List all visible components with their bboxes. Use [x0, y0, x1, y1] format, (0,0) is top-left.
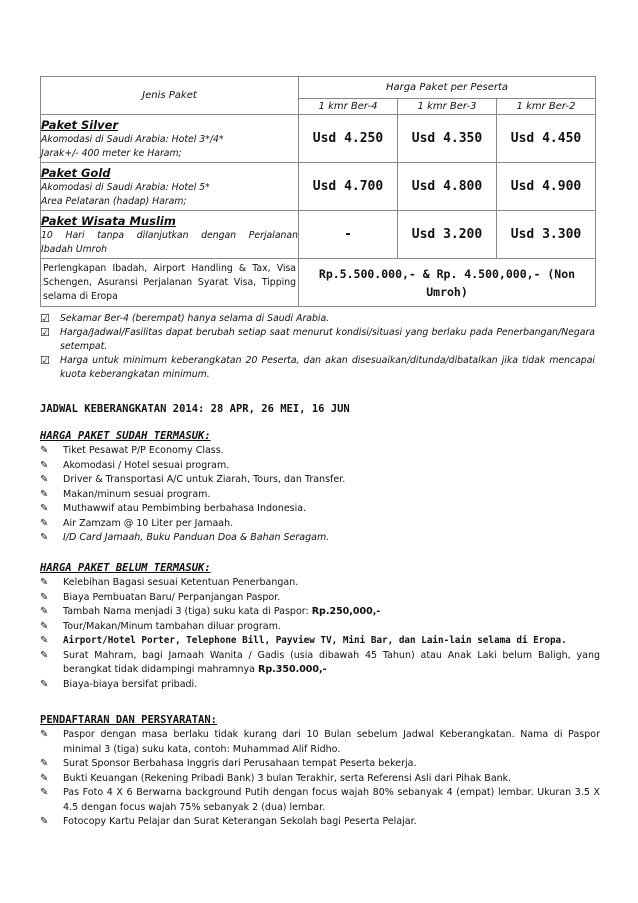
price-cell: Usd 4.900	[497, 163, 596, 211]
notes-list	[40, 312, 595, 382]
item-text: Kelebihan Bagasi sesuai Ketentuan Penerbangan.	[63, 577, 299, 588]
mahram-price: Rp.350.000,-	[258, 664, 327, 675]
package-desc-line: Jarak+/- 400 meter ke Haram;	[41, 147, 182, 159]
price-table	[40, 76, 596, 307]
item-text: Muthawwif atau Pembimbing berbahasa Indonesia.	[63, 503, 307, 514]
item-text: Airport/Hotel Porter, Telephone Bill, Payview TV, Mini Bar, dan Lain-lain selama di Eropa.	[63, 635, 567, 646]
item-text: Biaya-biaya bersifat pribadi.	[63, 678, 198, 690]
included-section	[40, 428, 600, 546]
arrow-icon: ✎	[40, 532, 49, 543]
arrow-icon: ✎	[40, 729, 49, 740]
excluded-title: HARGA PAKET BELUM TERMASUK:	[40, 562, 211, 574]
header-room-triple: 1 kmr Ber-3	[398, 99, 497, 115]
price-cell: -	[299, 211, 398, 259]
arrow-icon: ✎	[40, 816, 49, 827]
arrow-icon: ✎	[40, 445, 49, 456]
header-room-double: 1 kmr Ber-2	[497, 99, 596, 115]
list-item	[40, 634, 600, 649]
list-item	[40, 678, 600, 693]
package-cell	[41, 115, 299, 163]
price-cell: Usd 4.700	[299, 163, 398, 211]
list-item	[40, 502, 600, 517]
list-item	[40, 488, 600, 503]
registration-section	[40, 712, 600, 830]
list-item	[40, 649, 600, 678]
package-row-wisata-muslim	[41, 211, 596, 259]
arrow-icon: ✎	[40, 591, 49, 603]
arrow-icon: ✎	[40, 488, 49, 500]
package-desc-line: Akomodasi di Saudi Arabia: Hotel 3*/4*	[41, 133, 224, 145]
list-item	[40, 772, 600, 787]
note-text: Sekamar Ber-4 (berempat) hanya selama di Saudi Arabia.	[60, 313, 330, 324]
arrow-icon: ✎	[40, 758, 49, 769]
package-desc-line: Akomodasi di Saudi Arabia: Hotel 5*	[41, 181, 210, 193]
item-text: Air Zamzam @ 10 Liter per Jamaah.	[63, 517, 234, 529]
item-text	[63, 649, 600, 678]
package-desc-line: Area Pelataran (hadap) Haram;	[41, 195, 187, 207]
item-text: Tour/Makan/Minum tambahan diluar program.	[63, 620, 281, 632]
equipment-row	[41, 259, 596, 307]
package-row-gold	[41, 163, 596, 211]
item-text: Makan/minum sesuai program.	[63, 488, 211, 500]
arrow-icon: ✎	[40, 606, 49, 617]
item-text: Akomodasi / Hotel sesuai program.	[63, 459, 230, 471]
item-text-main: Tambah Nama menjadi 3 (tiga) suku kata di Paspor:	[63, 606, 309, 617]
list-item	[40, 757, 600, 772]
arrow-icon: ✎	[40, 772, 49, 784]
included-title: HARGA PAKET SUDAH TERMASUK:	[40, 430, 211, 442]
name-addition-price: Rp.250,000,-	[311, 606, 381, 617]
checkbox-icon: ☑	[40, 354, 50, 367]
checkbox-icon: ☑	[40, 326, 50, 339]
price-cell: Usd 3.300	[497, 211, 596, 259]
item-text-main: Surat Mahram, bagi Jamaah Wanita / Gadis (usia dibawah 45 Tahun) atau Anak Laki belum Baligh, yang berangkat tidak didampingi mahramnya	[63, 649, 600, 675]
item-text: Bukti Keuangan (Rekening Pribadi Bank) 3 bulan Terakhir, serta Referensi Asli dari Pihak Bank.	[63, 772, 512, 784]
arrow-icon: ✎	[40, 577, 49, 588]
header-package-type: Jenis Paket	[41, 77, 299, 115]
package-name: Paket Silver	[41, 117, 119, 132]
package-desc-line: Ibadah Umroh	[41, 243, 108, 255]
list-item	[40, 459, 600, 474]
item-text: Tiket Pesawat P/P Economy Class.	[63, 445, 224, 456]
list-item	[40, 517, 600, 532]
arrow-icon: ✎	[40, 678, 49, 690]
arrow-icon: ✎	[40, 620, 49, 632]
equipment-text: Perlengkapan Ibadah, Airport Handling & Tax, Visa Schengen, Asuransi Perjalanan Syarat Visa, Tipping selama di Eropa	[41, 259, 299, 307]
list-item	[40, 728, 600, 757]
package-cell	[41, 211, 299, 259]
package-row-silver	[41, 115, 596, 163]
list-item	[40, 591, 600, 606]
arrow-icon: ✎	[40, 635, 49, 646]
package-desc-line: 10 Hari tanpa dilanjutkan dengan Perjalanan	[41, 229, 298, 241]
registration-title: PENDAFTARAN DAN PERSYARATAN:	[40, 714, 218, 726]
note-item	[40, 326, 595, 354]
price-cell: Usd 3.200	[398, 211, 497, 259]
list-item	[40, 576, 600, 591]
price-cell: Usd 4.250	[299, 115, 398, 163]
note-item	[40, 312, 595, 326]
price-cell: Usd 4.350	[398, 115, 497, 163]
item-text: I/D Card Jamaah, Buku Panduan Doa & Bahan Seragam.	[63, 532, 330, 543]
price-cell: Usd 4.450	[497, 115, 596, 163]
note-text: Harga/Jadwal/Fasilitas dapat berubah setiap saat menurut kondisi/situasi yang berlaku pada Penerbangan/Negara setempat.	[60, 327, 595, 352]
list-item	[40, 444, 600, 459]
item-text: Surat Sponsor Berbahasa Inggris dari Perusahaan tempat Peserta bekerja.	[63, 758, 417, 769]
excluded-section	[40, 560, 600, 692]
package-name: Paket Wisata Muslim	[41, 213, 176, 228]
package-cell	[41, 163, 299, 211]
list-item	[40, 473, 600, 488]
item-text: Pas Foto 4 X 6 Berwarna background Putih dengan focus wajah 80% sebanyak 4 (empat) lembar. Ukuran 3.5 X 4.5 dengan focus wajah 75% sebanyak 2 (dua) lembar.	[63, 787, 600, 813]
item-text: Fotocopy Kartu Pelajar dan Surat Keterangan Sekolah bagi Peserta Pelajar.	[63, 816, 417, 827]
arrow-icon: ✎	[40, 474, 49, 485]
note-text: Harga untuk minimum keberangkatan 20 Peserta, dan akan disesuaikan/ditunda/dibatalkan jika tidak mencapai kuota keberangkatan minimum.	[60, 355, 595, 380]
list-item	[40, 531, 600, 546]
list-item	[40, 620, 600, 635]
note-item	[40, 354, 595, 382]
list-item	[40, 815, 600, 830]
header-room-quad: 1 kmr Ber-4	[299, 99, 398, 115]
item-text: Paspor dengan masa berlaku tidak kurang dari 10 Bulan sebelum Jadwal Keberangkatan. Nama di Paspor minimal 3 (tiga) suku kata, contoh: Muhammad Alif Ridho.	[63, 729, 600, 755]
checkbox-icon: ☑	[40, 312, 50, 325]
list-item	[40, 786, 600, 815]
list-item	[40, 605, 600, 620]
departure-schedule: JADWAL KEBERANGKATAN 2014: 28 APR, 26 MEI, 16 JUN	[40, 403, 350, 415]
arrow-icon: ✎	[40, 649, 49, 661]
price-cell: Usd 4.800	[398, 163, 497, 211]
arrow-icon: ✎	[40, 459, 49, 471]
item-text: Driver & Transportasi A/C untuk Ziarah, Tours, dan Transfer.	[63, 474, 346, 485]
equipment-price: Rp.5.500.000,- & Rp. 4.500,000,- (Non Umroh)	[299, 259, 596, 307]
arrow-icon: ✎	[40, 787, 49, 798]
package-name: Paket Gold	[41, 165, 111, 180]
header-price-per-participant: Harga Paket per Peserta	[299, 77, 596, 99]
arrow-icon: ✎	[40, 503, 49, 514]
item-text	[63, 605, 600, 620]
arrow-icon: ✎	[40, 517, 49, 529]
item-text: Biaya Pembuatan Baru/ Perpanjangan Paspor.	[63, 591, 281, 603]
